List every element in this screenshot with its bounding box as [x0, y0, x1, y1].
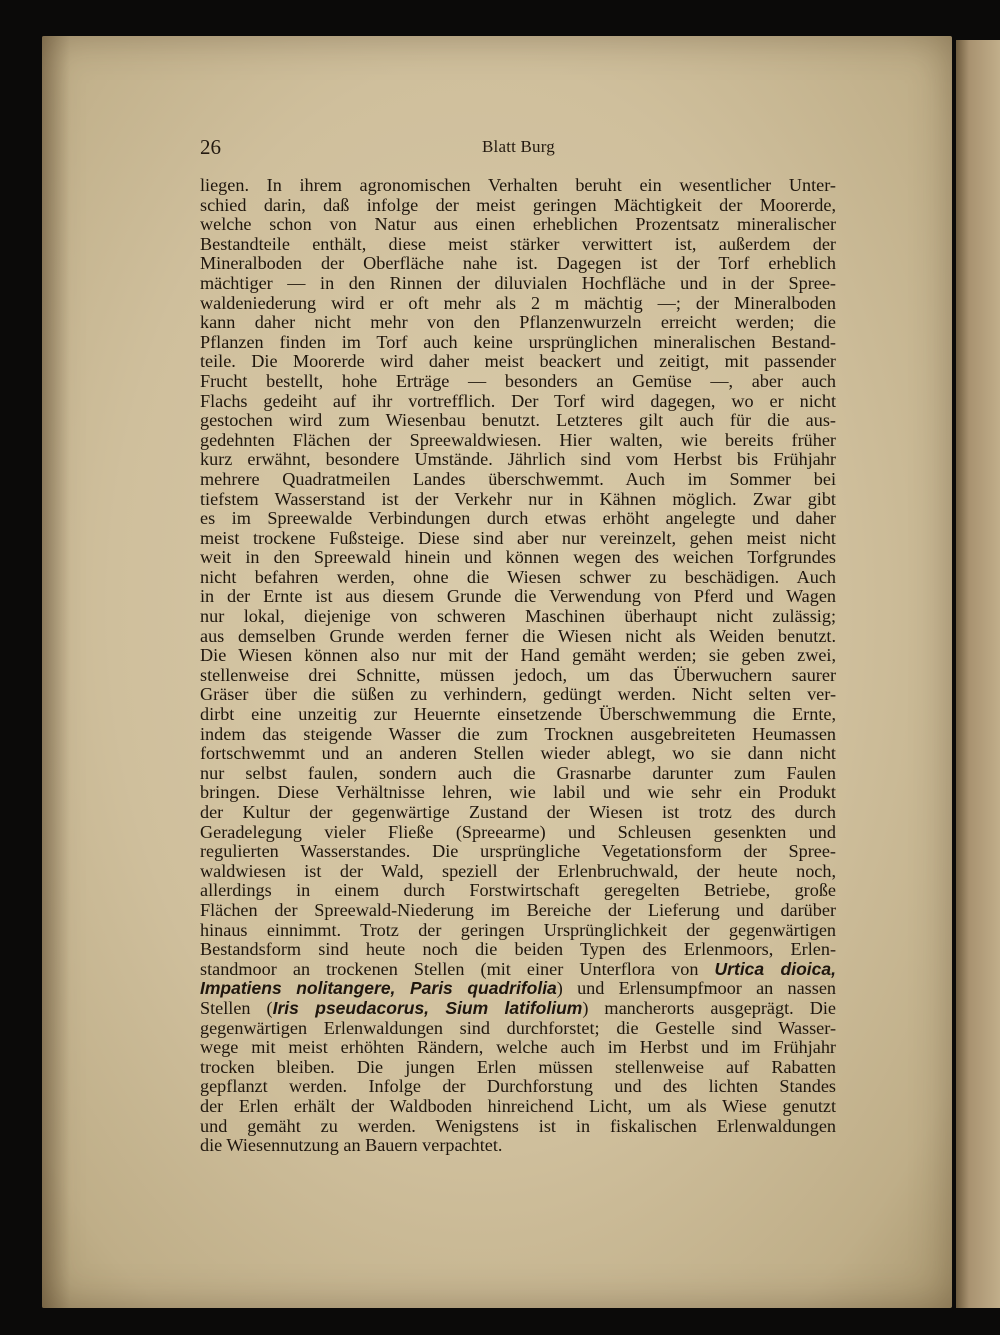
text-line	[200, 294, 836, 314]
species-name: Iris pseudacorus, Sium latifolium	[272, 997, 583, 1018]
text-run: aus demselben Grunde werden ferner die Wiesen nicht als Weiden benutzt.	[200, 625, 836, 646]
text-line	[200, 548, 836, 568]
page-number: 26	[200, 135, 221, 159]
text-run: welche schon von Natur aus einen erheblichen Prozentsatz mineralischer	[200, 214, 836, 235]
text-run: ) mancherorts ausgeprägt. Die	[582, 997, 836, 1018]
running-head: Blatt Burg	[482, 137, 555, 156]
text-line	[200, 333, 836, 353]
text-line	[200, 254, 836, 274]
text-run: stellenweise drei Schnitte, müssen jedoch, um das Überwuchern saurer	[200, 664, 836, 685]
text-run: Gräser über die süßen zu verhindern, gedüngt werden. Nicht selten ver-	[200, 684, 836, 705]
text-run: regulierten Wasserstandes. Die ursprüngliche Vegetationsform der Spree-	[200, 841, 836, 862]
text-line	[200, 509, 836, 529]
text-line	[200, 470, 836, 490]
text-run: liegen. In ihrem agronomischen Verhalten beruht ein wesentlicher Unter-	[200, 175, 836, 195]
text-line	[200, 823, 836, 843]
text-run: es im Spreewalde Verbindungen durch etwas erhöht angelegte und daher	[200, 508, 836, 529]
text-run: und gemäht zu werden. Wenigstens ist in fiskalischen Erlenwaldungen	[200, 1115, 836, 1136]
text-line	[200, 881, 836, 901]
text-run: waldeniederung wird er oft mehr als 2 m mächtig —; der Mineralboden	[200, 292, 836, 313]
text-run: nur lokal, diejenige von schweren Maschinen überhaupt nicht zulässig;	[200, 606, 836, 627]
text-run: kann daher nicht mehr von den Pflanzenwurzeln erreicht werden; die	[200, 312, 836, 333]
page-header	[200, 135, 840, 165]
text-run: gegenwärtigen Erlenwaldungen sind durchforstet; die Gestelle sind Wasser-	[200, 1017, 836, 1038]
text-run: kurz erwähnt, besondere Umstände. Jährlich sind vom Herbst bis Frühjahr	[200, 449, 836, 470]
text-line	[200, 627, 836, 647]
text-run: hinaus einnimmt. Trotz der geringen Ursprünglichkeit der gegenwärtigen	[200, 919, 836, 940]
text-line	[200, 999, 836, 1019]
text-line	[200, 764, 836, 784]
text-line	[200, 235, 836, 255]
text-run: allerdings in einem durch Forstwirtschaft geregelten Betriebe, große	[200, 880, 836, 901]
text-run: bringen. Diese Verhältnisse lehren, wie labil und wie sehr ein Produkt	[200, 782, 836, 803]
text-run: Pflanzen finden im Torf auch keine ursprünglichen mineralischen Bestand-	[200, 331, 836, 352]
text-run: Mineralboden der Oberfläche nahe ist. Dagegen ist der Torf erheblich	[200, 253, 836, 274]
text-line	[200, 411, 836, 431]
species-name: Urtica dioica,	[714, 958, 836, 979]
text-run: weit in den Spreewald hinein und können wegen des weichen Torfgrundes	[200, 547, 836, 568]
text-line	[200, 176, 836, 196]
text-line	[200, 352, 836, 372]
text-line	[200, 979, 836, 999]
text-run: in der Ernte ist aus diesem Grunde die Verwendung von Pferd und Wagen	[200, 586, 836, 607]
text-line	[200, 313, 836, 333]
text-run: indem das steigende Wasser die zum Trocknen ausgebreiteten Heumassen	[200, 723, 836, 744]
text-run: gepflanzt werden. Infolge der Durchforstung und des lichten Standes	[200, 1076, 836, 1097]
text-line	[200, 1136, 836, 1156]
text-run: Bestandteile enthält, diese meist stärker verwittert ist, außerdem der	[200, 233, 836, 254]
text-line	[200, 431, 836, 451]
text-run: Die Wiesen können also nur mit der Hand gemäht werden; sie geben zwei,	[200, 645, 836, 666]
text-run: gedehnten Flächen der Spreewaldwiesen. Hier walten, wie bereits früher	[200, 429, 836, 450]
text-line	[200, 1117, 836, 1137]
body-text	[200, 176, 836, 1156]
text-line	[200, 1077, 836, 1097]
text-line	[200, 803, 836, 823]
text-run: Geradelegung vieler Fließe (Spreearme) und Schleusen gesenkten und	[200, 821, 836, 842]
text-run: mehrere Quadratmeilen Landes überschwemmt. Auch im Sommer bei	[200, 468, 836, 489]
species-name: Impatiens nolitangere, Paris quadrifolia	[200, 978, 557, 999]
text-line	[200, 705, 836, 725]
text-line	[200, 685, 836, 705]
text-line	[200, 1019, 836, 1039]
text-line	[200, 529, 836, 549]
text-run: nur selbst faulen, sondern auch die Grasnarbe darunter zum Faulen	[200, 762, 836, 783]
text-line	[200, 921, 836, 941]
text-line	[200, 372, 836, 392]
text-run: ) und Erlensumpfmoor an nassen	[556, 978, 836, 999]
text-run: Stellen (	[200, 997, 273, 1018]
text-run: teile. Die Moorerde wird daher meist beackert und zeitigt, mit passender	[200, 351, 836, 372]
page-gutter-shadow	[42, 36, 70, 1308]
text-run: dirbt eine unzeitig zur Heuernte einsetzende Überschwemmung die Ernte,	[200, 704, 836, 725]
text-line	[200, 1097, 836, 1117]
text-line	[200, 783, 836, 803]
text-run: Flächen der Spreewald-Niederung im Bereiche der Lieferung und darüber	[200, 899, 836, 920]
text-line	[200, 568, 836, 588]
text-run: wege mit meist erhöhten Rändern, welche auch im Herbst und im Frühjahr	[200, 1037, 836, 1058]
text-run: Frucht bestellt, hohe Erträge — besonders an Gemüse —, aber auch	[200, 370, 836, 391]
text-line	[200, 744, 836, 764]
text-run: trocken bleiben. Die jungen Erlen müssen stellenweise auf Rabatten	[200, 1056, 836, 1077]
text-run: nicht befahren werden, ohne die Wiesen schwer zu beschädigen. Auch	[200, 566, 836, 587]
adjacent-page-edge	[956, 40, 1000, 1308]
text-line	[200, 215, 836, 235]
text-run: mächtiger — in den Rinnen der diluvialen Hochfläche und in der Spree-	[200, 272, 836, 293]
text-run: der Erlen erhält der Waldboden hinreichend Licht, um als Wiese genutzt	[200, 1095, 836, 1116]
text-run: waldwiesen ist der Wald, speziell der Erlenbruchwald, der heute noch,	[200, 860, 836, 881]
text-run: Bestandsform sind heute noch die beiden Typen des Erlenmoors, Erlen-	[200, 939, 836, 960]
text-run: standmoor an trockenen Stellen (mit einer Unterflora von	[200, 958, 715, 979]
text-line	[200, 646, 836, 666]
text-line	[200, 490, 836, 510]
text-run: schied darin, daß infolge der meist geringen Mächtigkeit der Moorerde,	[200, 194, 836, 215]
text-run: fortschwemmt und an anderen Stellen wieder ablegt, wo sie dann nicht	[200, 743, 836, 764]
text-run: der Kultur der gegenwärtige Zustand der Wiesen ist trotz des durch	[200, 802, 836, 822]
text-line	[200, 842, 836, 862]
text-run: Flachs gedeiht auf ihr vortrefflich. Der Torf wird dagegen, wo er nicht	[200, 390, 836, 411]
text-line	[200, 901, 836, 921]
text-line	[200, 196, 836, 216]
text-line	[200, 725, 836, 745]
text-line	[200, 1058, 836, 1078]
text-line	[200, 1038, 836, 1058]
text-line	[200, 607, 836, 627]
text-line	[200, 960, 836, 980]
text-line	[200, 274, 836, 294]
text-line	[200, 392, 836, 412]
text-run: meist trockene Fußsteige. Diese sind aber nur vereinzelt, gehen meist nicht	[200, 527, 836, 548]
text-line	[200, 940, 836, 960]
text-line	[200, 862, 836, 882]
text-run: tiefstem Wasserstand ist der Verkehr nur in Kähnen möglich. Zwar gibt	[200, 488, 836, 509]
text-line	[200, 666, 836, 686]
text-run: die Wiesennutzung an Bauern verpachtet.	[200, 1135, 503, 1156]
text-run: gestochen wird zum Wiesenbau benutzt. Letzteres gilt auch für die aus-	[200, 410, 836, 431]
text-line	[200, 450, 836, 470]
text-line	[200, 587, 836, 607]
